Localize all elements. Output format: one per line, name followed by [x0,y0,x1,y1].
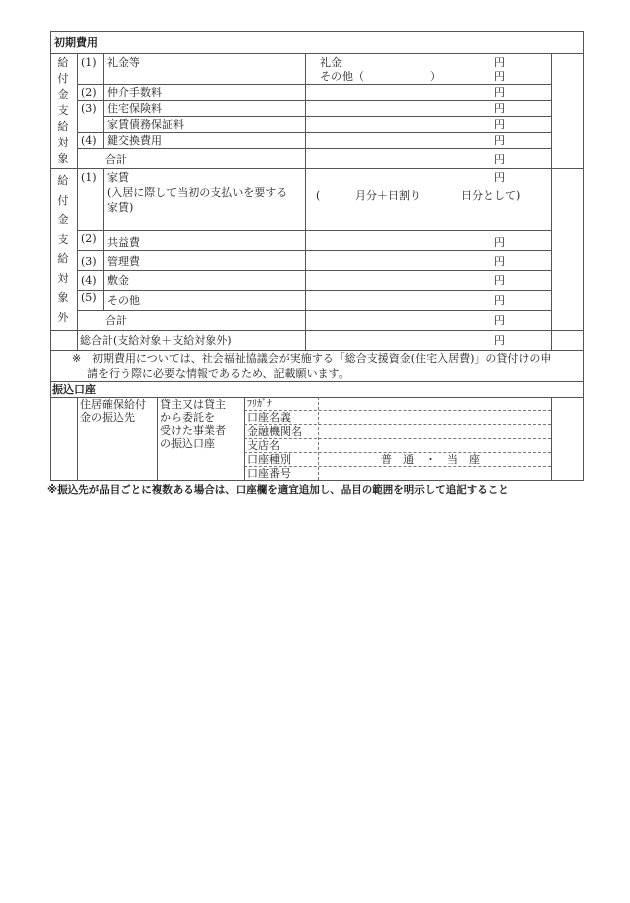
field-label-account-holder: 口座名義 [247,411,291,424]
footnote-line: 請を行う際に必要な情報であるため、記載願います。 [87,367,350,380]
field-label-branch: 支店名 [247,439,280,452]
section-title-bank: 振込口座 [52,383,96,396]
unit-yen: 円 [494,70,505,83]
account-owner-label: 貸主又は貸主 [160,398,226,411]
account-owner-label: の振込口座 [160,437,215,450]
item-num: (2) [81,86,97,99]
field-label-bank-name: 金融機関名 [247,425,302,438]
item-label: 管理費 [107,255,140,268]
sub-label: その他（ ） [320,70,441,83]
field-bank-name-input[interactable] [322,425,548,437]
unit-yen: 円 [494,274,505,287]
field-label-account-type: 口座種別 [247,453,291,466]
divider [551,53,552,350]
rent-detail-open: ( [316,189,321,202]
divider [77,148,551,149]
item-num: (4) [81,134,97,147]
unit-yen: 円 [494,334,505,347]
footnote-mark: ※ [72,352,82,365]
divider [77,53,78,350]
divider [77,270,551,271]
unit-yen: 円 [494,134,505,147]
item-num: (1) [81,171,97,184]
divider [305,53,306,350]
group-label-covered: 給付金支給対象 [57,56,69,165]
destination-label: 住居確保給付 [80,398,146,411]
frame-top [50,31,584,32]
field-furigana-input[interactable] [322,398,548,410]
frame-bottom [50,480,584,481]
divider [157,397,158,480]
divider [551,397,552,480]
frame-right [583,31,584,481]
field-label-furigana: ﾌﾘｶﾞﾅ [247,399,272,410]
account-owner-label: から委託を [160,411,215,424]
item-label: 鍵交換費用 [107,134,162,147]
item-label: 敷金 [107,274,129,287]
divider [103,116,551,117]
item-note: (入居に際して当初の支払いを要する [107,186,288,199]
account-owner-label: 受けた事業者 [160,424,226,437]
unit-yen: 円 [494,236,505,249]
field-account-number-input[interactable] [322,467,548,479]
item-num: (5) [81,291,97,304]
unit-yen: 円 [494,118,505,131]
unit-yen: 円 [494,294,505,307]
field-account-holder-input[interactable] [322,411,548,423]
item-note: 家賃) [107,201,134,214]
item-label: 礼金等 [107,56,140,69]
item-num: (4) [81,274,97,287]
footnote-line: 初期費用については、社会福祉協議会が実施する「総合支援資金(住宅入居費)」の貸付けの申 [92,352,552,365]
unit-yen: 円 [494,314,505,327]
item-num: (1) [81,56,97,69]
grand-total-label: 総合計(支給対象＋支給対象外) [80,334,232,347]
divider [77,84,551,85]
unit-yen: 円 [494,171,505,184]
item-label: 共益費 [107,236,140,249]
field-branch-input[interactable] [322,439,548,451]
subtotal-label: 合計 [105,314,127,327]
divider [50,53,584,54]
divider [77,290,551,291]
item-num: (2) [81,232,97,245]
divider [77,100,551,101]
item-label: 家賃 [107,171,129,184]
divider [77,132,551,133]
rent-detail-months: 月分＋日割り [355,189,421,202]
divider [50,168,584,169]
item-label: 住宅保険料 [107,102,162,115]
divider [77,250,551,251]
divider [77,230,551,231]
subtotal-label: 合計 [105,153,127,166]
bottom-note: ※振込先が品目ごとに複数ある場合は、口座欄を適宜追加し、品目の範囲を明示して追記すること [47,484,509,496]
divider [77,310,551,311]
divider [103,168,104,310]
divider [50,330,584,331]
item-label: その他 [107,294,140,307]
unit-yen: 円 [494,56,505,69]
field-label-account-number: 口座番号 [247,467,291,480]
item-num: (3) [81,102,97,115]
item-label: 家賃債務保証料 [107,118,184,131]
divider [50,350,584,351]
group-label-not-covered: 給付金支給対象外 [57,174,69,324]
divider [77,397,78,480]
destination-label: 金の振込先 [80,411,135,424]
frame-left [50,31,51,481]
unit-yen: 円 [494,153,505,166]
divider [50,381,584,382]
item-label: 仲介手数料 [107,86,162,99]
unit-yen: 円 [494,102,505,115]
section-title-initial-costs: 初期費用 [54,36,98,49]
unit-yen: 円 [494,86,505,99]
item-num: (3) [81,255,97,268]
unit-yen: 円 [494,255,505,268]
rent-detail-days: 日分として) [461,189,521,202]
field-account-type-options[interactable]: 普 通 ・ 当 座 [381,453,480,466]
sub-label: 礼金 [320,56,342,69]
